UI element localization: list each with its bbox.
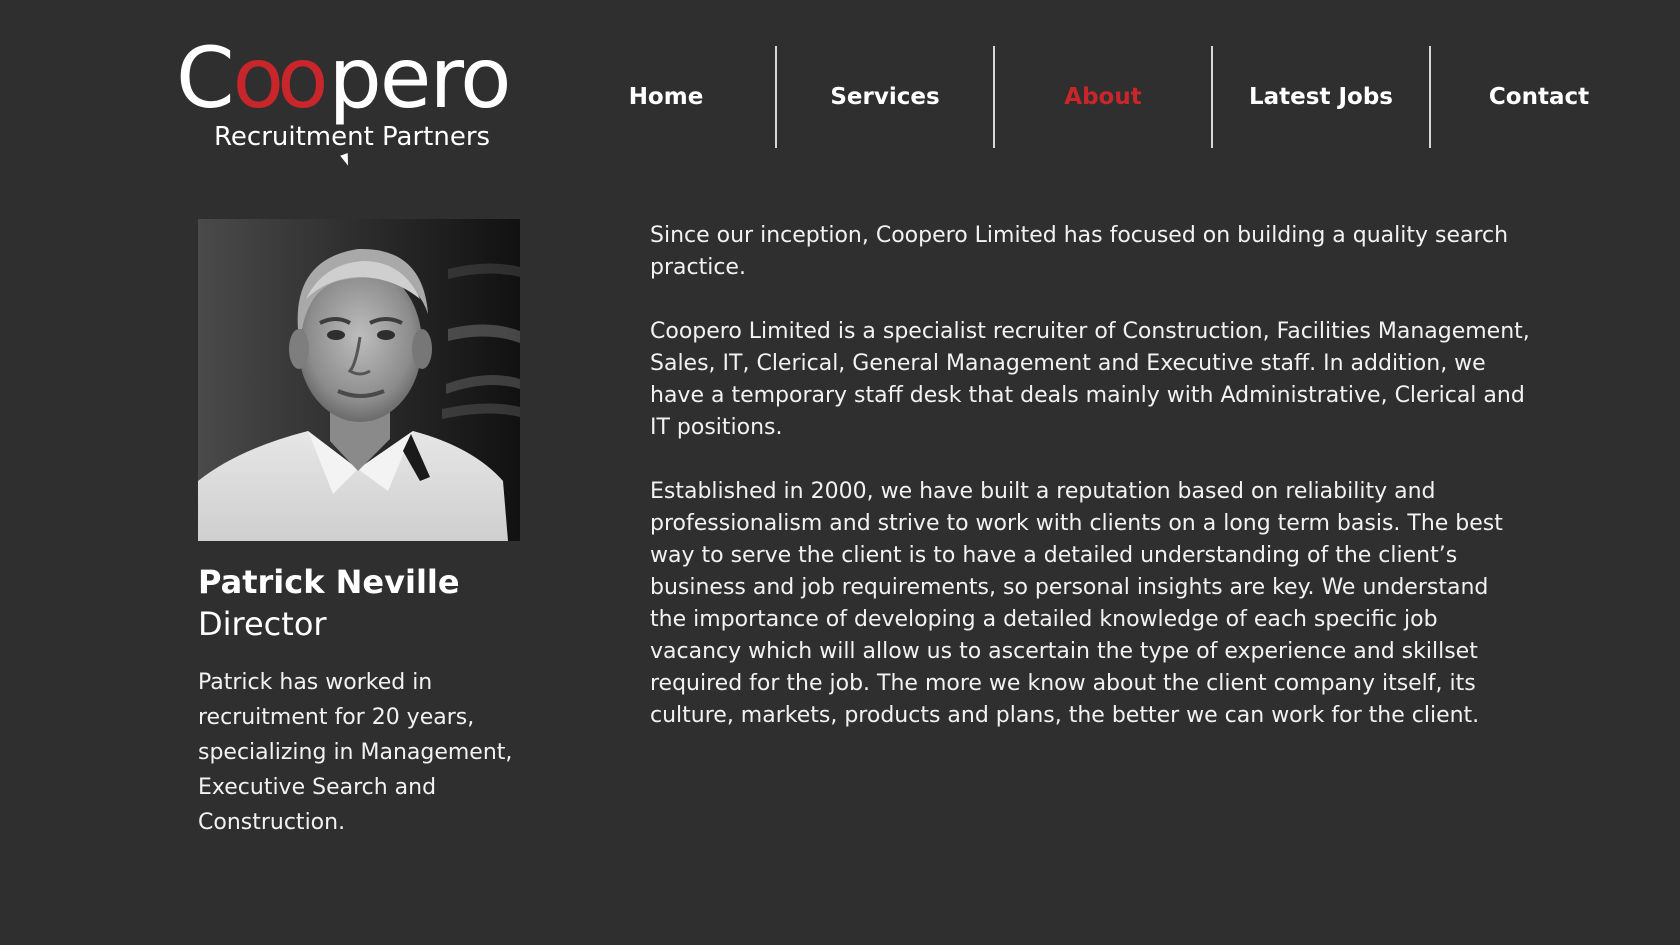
portrait-photo — [198, 219, 520, 541]
about-paragraph: Coopero Limited is a specialist recruiter of Construction, Facilities Management, Sales, IT, Clerical, General Management and Executive staff. In addition, we have a temporary staff desk that deals mainly with Administrative, Clerical and IT positions. — [650, 319, 1530, 440]
about-paragraph: Since our inception, Coopero Limited has focused on building a quality search practice. — [650, 223, 1509, 280]
logo-letter-c: C — [176, 29, 233, 127]
person-role: Director — [198, 605, 327, 643]
nav-services[interactable]: Services — [775, 46, 993, 148]
coopero-logo[interactable] — [176, 28, 536, 168]
profile-card — [198, 219, 538, 840]
main-nav — [557, 46, 1647, 148]
logo-red-o-1: o — [232, 29, 278, 127]
logo-tick-mark — [340, 153, 352, 167]
site-header — [0, 0, 1680, 180]
nav-home[interactable]: Home — [628, 84, 704, 110]
nav-latest-jobs[interactable]: Latest Jobs — [1211, 46, 1429, 148]
nav-about[interactable]: About — [993, 46, 1211, 148]
person-name: Patrick Neville — [198, 563, 460, 601]
about-paragraph: Established in 2000, we have built a reputation based on reliability and professionalism and strive to work with clients on a long term basis. The best way to serve the client is to have a detailed understanding of the client’s business and job requirements, so personal insights are key. We understand the importance of developing a detailed knowledge of each specific job vacancy which will allow us to ascertain the type of experience and skillset required for the job. The more we know about the client company itself, its culture, markets, products and plans, the better we can work for the client. — [650, 479, 1503, 728]
logo-subtitle: Recruitment Partners — [214, 122, 491, 152]
logo-letters-pero: pero — [328, 29, 510, 127]
person-bio: Patrick has worked in recruitment for 20 years, specializing in Management, Executive Search and Construction. — [198, 670, 513, 835]
logo-red-o-2: o — [277, 29, 327, 127]
nav-contact[interactable]: Contact — [1429, 46, 1647, 148]
logo-wordmark — [176, 28, 510, 128]
about-text — [650, 220, 1530, 764]
